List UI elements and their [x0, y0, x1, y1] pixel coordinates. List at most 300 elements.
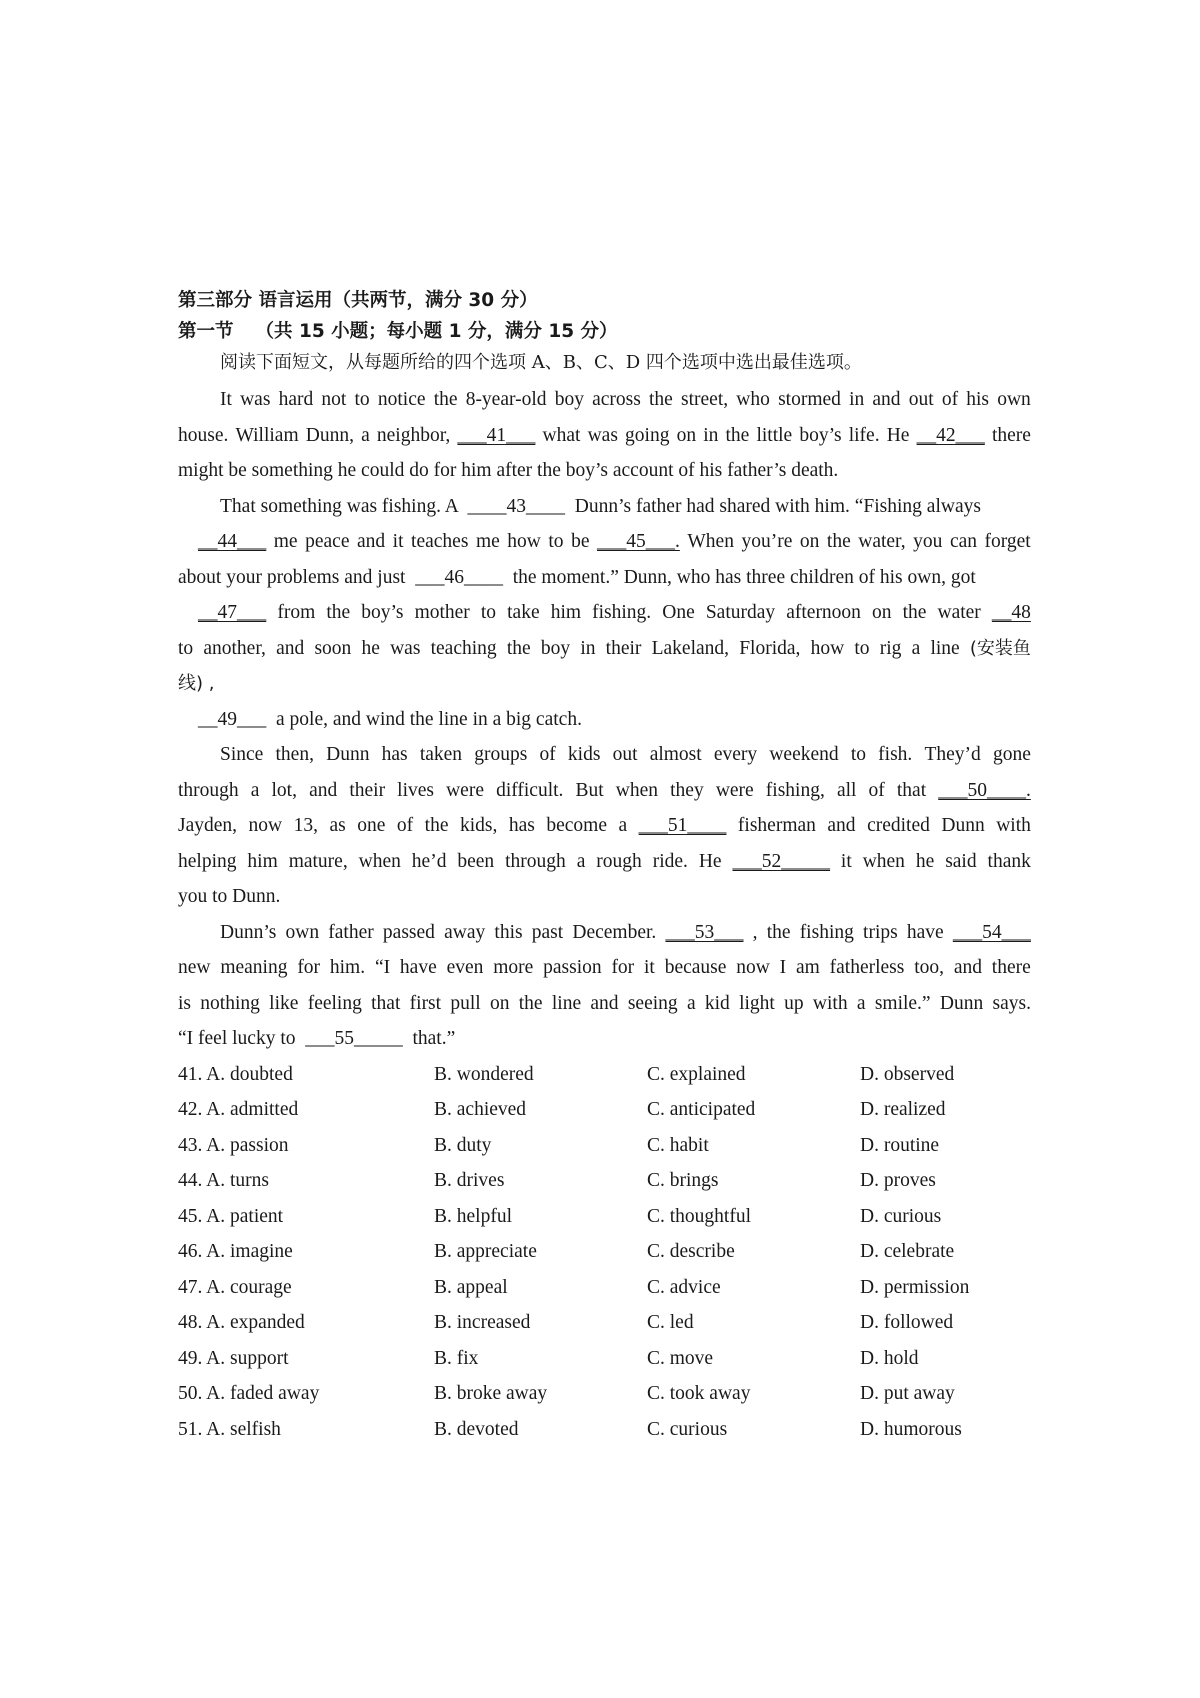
- passage-word: this: [494, 921, 523, 943]
- passage-line: [178, 666, 1031, 702]
- option-a[interactable]: 45. A. patient: [178, 1205, 284, 1227]
- passage-word: passion: [543, 957, 602, 978]
- passage-word: and: [590, 992, 619, 1014]
- passage-word: fishing.: [592, 602, 652, 623]
- subtitle-part-label: 第一节: [178, 321, 234, 342]
- passage-word: has: [381, 744, 408, 765]
- exam-page: [178, 285, 1031, 1447]
- passage-word: to: [854, 637, 870, 659]
- passage-word: Dunn,: [305, 424, 354, 446]
- option-row: [178, 1128, 1031, 1164]
- passage-word: the: [649, 389, 673, 410]
- passage-word: then,: [275, 744, 314, 765]
- passage-word: me: [475, 531, 500, 552]
- passage-word: to: [354, 389, 370, 410]
- passage-line: [178, 950, 1031, 986]
- option-c[interactable]: C. advice: [647, 1276, 721, 1298]
- passage-word: hard: [278, 389, 314, 410]
- passage-word: him.: [329, 957, 366, 978]
- passage-word: neighbor,: [376, 424, 451, 446]
- passage-word: how: [507, 531, 541, 552]
- passage-word: he’d: [411, 850, 447, 872]
- passage-word: boy’s: [799, 424, 842, 446]
- passage-word: own: [997, 389, 1031, 410]
- passage-word: father: [328, 921, 374, 943]
- passage-word: notice: [377, 389, 426, 410]
- passage-word: credited: [867, 815, 930, 836]
- passage-word: been: [457, 850, 495, 872]
- option-b[interactable]: B. devoted: [434, 1418, 519, 1440]
- option-a[interactable]: 42. A. admitted: [178, 1099, 299, 1120]
- passage-line: [178, 702, 1031, 738]
- passage-word: When: [687, 531, 734, 552]
- answer-blank: ___50____.: [938, 779, 1031, 801]
- passage-word: Lakeland,: [651, 637, 730, 659]
- passage-word: to: [178, 637, 194, 659]
- option-a[interactable]: 47. A. courage: [178, 1276, 292, 1298]
- passage-line: [178, 489, 1031, 525]
- option-a[interactable]: 46. A. imagine: [178, 1241, 293, 1262]
- option-d[interactable]: D. humorous: [860, 1418, 962, 1440]
- passage-line: [178, 844, 1031, 880]
- passage-word: in: [580, 637, 596, 659]
- passage-word: life.: [848, 424, 880, 446]
- passage-text: you to Dunn.: [178, 886, 281, 907]
- option-b[interactable]: B. achieved: [434, 1099, 527, 1120]
- answer-blank: ___41___: [457, 424, 536, 446]
- passage-word: a: [618, 815, 628, 836]
- passage-line: [178, 631, 1031, 667]
- passage-word: new: [178, 957, 211, 978]
- passage-text: “I feel lucky to ___55_____ that.”: [178, 1028, 456, 1049]
- option-row: [178, 1305, 1031, 1341]
- option-row: [178, 1270, 1031, 1306]
- passage-word: you’re: [741, 531, 793, 552]
- passage-word: from: [277, 602, 316, 623]
- passage-word: smile.”: [874, 992, 931, 1014]
- passage-word: He: [886, 424, 910, 446]
- passage-word: teaches: [411, 531, 469, 552]
- option-c[interactable]: C. took away: [647, 1383, 751, 1404]
- option-a[interactable]: 50. A. faded away: [178, 1383, 320, 1404]
- option-b[interactable]: B. broke away: [434, 1383, 548, 1404]
- passage-line: [178, 1021, 1031, 1057]
- passage-word: afternoon: [786, 602, 861, 623]
- passage-word: it: [644, 957, 655, 978]
- passage-line: [178, 773, 1031, 809]
- passage-word: because: [664, 957, 727, 978]
- option-b[interactable]: B. appeal: [434, 1276, 508, 1298]
- passage-word: street,: [681, 389, 729, 410]
- option-a[interactable]: 51. A. selfish: [178, 1418, 281, 1440]
- passage-line: [178, 524, 1031, 560]
- section-subtitle: [178, 316, 1031, 347]
- passage-word: can: [949, 531, 977, 552]
- option-c[interactable]: C. curious: [647, 1418, 728, 1440]
- answer-blank: ___45___.: [597, 531, 680, 552]
- passage-word: I: [779, 957, 787, 978]
- passage-word: It: [220, 389, 232, 410]
- passage-word: and: [827, 815, 856, 836]
- passage-word: Since: [220, 744, 264, 765]
- passage-word: of: [396, 815, 414, 836]
- passage-word: the: [506, 637, 531, 659]
- passage-word: trips: [863, 921, 898, 943]
- passage-word: the: [326, 602, 351, 623]
- passage-word: and: [872, 389, 901, 410]
- passage-word: the: [826, 531, 851, 552]
- passage-word: were: [446, 779, 484, 801]
- passage-word: taken: [419, 744, 463, 765]
- passage-word: every: [713, 744, 758, 765]
- answer-options: [178, 1057, 1031, 1448]
- passage-word: through: [178, 779, 239, 801]
- passage-word: on: [872, 602, 892, 623]
- passage-word: water,: [858, 531, 906, 552]
- option-c[interactable]: C. thoughtful: [647, 1205, 752, 1227]
- passage-word: that: [371, 992, 401, 1014]
- passage-word: kid: [704, 992, 730, 1014]
- passage-word: going: [625, 424, 670, 446]
- passage-word: to: [548, 531, 564, 552]
- passage-word: a: [856, 992, 866, 1014]
- passage-text: 线) ,: [178, 673, 215, 694]
- passage-word: the: [766, 921, 791, 943]
- passage-word: have: [906, 921, 944, 943]
- passage-line: [178, 418, 1031, 454]
- passage-word: you: [913, 531, 943, 552]
- passage-word: peace: [305, 531, 350, 552]
- passage-word: 8-year-old: [465, 389, 547, 410]
- passage-word: and: [309, 779, 338, 801]
- passage-word: the: [518, 992, 543, 1014]
- passage-word: their: [605, 637, 642, 659]
- passage-word: fish.: [878, 744, 913, 765]
- passage-word: in: [703, 424, 719, 446]
- option-b[interactable]: B. appreciate: [434, 1241, 537, 1262]
- passage-word: even: [446, 957, 484, 978]
- passage-word: his: [966, 389, 990, 410]
- passage-line: [178, 879, 1031, 915]
- passage-word: to: [480, 602, 497, 623]
- passage-word: for: [611, 957, 635, 978]
- option-c[interactable]: C. describe: [647, 1241, 735, 1262]
- passage-word: away: [444, 921, 486, 943]
- passage-word: him: [247, 850, 278, 872]
- passage-word: who: [736, 389, 770, 410]
- option-c[interactable]: C. habit: [647, 1134, 709, 1156]
- passage-word: was: [390, 637, 421, 659]
- passage-word: first: [409, 992, 442, 1014]
- passage-word: forget: [984, 531, 1031, 552]
- passage-word: on: [676, 424, 697, 446]
- passage-word: when: [358, 850, 401, 872]
- passage-word: boy’s: [361, 602, 404, 623]
- option-row: [178, 1163, 1031, 1199]
- passage-word: and: [357, 531, 386, 552]
- passage-word: said: [945, 850, 977, 872]
- passage-word: boy: [554, 389, 584, 410]
- passage-word: the: [725, 424, 750, 446]
- passage-word: they: [670, 779, 704, 801]
- passage-word: now: [248, 815, 283, 836]
- passage-word: in: [849, 389, 865, 410]
- passage-word: past: [531, 921, 564, 943]
- passage-word: fatherless: [829, 957, 905, 978]
- passage-line: [178, 595, 1031, 631]
- passage-line: [178, 382, 1031, 418]
- passage-word: weekend: [769, 744, 839, 765]
- passage-word: was: [240, 389, 271, 410]
- passage-word: all: [836, 779, 857, 801]
- passage-word: line: [551, 992, 582, 1014]
- passage-word: he: [361, 637, 380, 659]
- passage-word: lot,: [271, 779, 297, 801]
- passage-word: too,: [914, 957, 944, 978]
- passage-word: it: [392, 531, 404, 552]
- passage-word: am: [795, 957, 820, 978]
- answer-blank: __47___: [198, 602, 267, 623]
- passage-word: and: [953, 957, 982, 978]
- passage-word: almost: [649, 744, 702, 765]
- passage-word: Dunn’s: [220, 921, 277, 943]
- passage-word: now: [736, 957, 770, 978]
- passage-word: not: [321, 389, 347, 410]
- passage-word: to: [850, 744, 866, 765]
- option-row: [178, 1376, 1031, 1412]
- option-b[interactable]: B. duty: [434, 1134, 492, 1156]
- section-title: 第三部分 语言运用（共两节，满分 30 分）: [178, 290, 538, 311]
- passage-word: Dunn: [941, 815, 985, 836]
- passage-word: when: [615, 779, 659, 801]
- passage-word: is: [178, 992, 192, 1014]
- passage-word: own: [285, 921, 320, 943]
- passage-word: the: [424, 815, 449, 836]
- passage-word: Jayden,: [178, 815, 238, 836]
- option-a[interactable]: 49. A. support: [178, 1347, 289, 1369]
- passage-word: more: [493, 957, 534, 978]
- option-d[interactable]: D. put away: [860, 1383, 955, 1404]
- passage-word: become: [546, 815, 608, 836]
- passage-word: fisherman: [737, 815, 816, 836]
- passage-word: little: [756, 424, 793, 446]
- passage-word: with: [812, 992, 848, 1014]
- passage-word: and: [276, 637, 305, 659]
- passage-word: (安装鱼: [969, 637, 1031, 659]
- passage-word: like: [269, 992, 299, 1014]
- passage-word: of: [539, 744, 556, 765]
- option-row: [178, 1234, 1031, 1270]
- passage-line: [178, 737, 1031, 773]
- subtitle-scoring: （共 15 小题；每小题 1 分，满分 15 分）: [255, 321, 618, 342]
- passage-word: They’d: [924, 744, 981, 765]
- passage-word: pull: [450, 992, 481, 1014]
- passage-word: Dunn: [326, 744, 370, 765]
- passage-word: how: [810, 637, 845, 659]
- passage-word: says.: [992, 992, 1031, 1014]
- option-c[interactable]: C. brings: [647, 1170, 719, 1191]
- option-d[interactable]: D. curious: [860, 1205, 942, 1227]
- passage-word: there: [991, 957, 1031, 978]
- passage-word: of: [941, 389, 959, 410]
- option-b[interactable]: B. helpful: [434, 1205, 512, 1227]
- passage-word: have: [399, 957, 437, 978]
- passage-word: of: [868, 779, 885, 801]
- passage-word: across: [592, 389, 641, 410]
- passage-word: meaning: [220, 957, 288, 978]
- passage-word: helping: [178, 850, 237, 872]
- option-row: [178, 1057, 1031, 1093]
- passage-word: William: [235, 424, 299, 446]
- option-c[interactable]: C. led: [647, 1312, 694, 1333]
- option-c[interactable]: C. anticipated: [647, 1099, 756, 1120]
- passage-word: a: [576, 850, 586, 872]
- passage-word: “I: [374, 957, 391, 978]
- passage-line: [178, 915, 1031, 951]
- option-a[interactable]: 48. A. expanded: [178, 1312, 305, 1333]
- passage-word: ,: [752, 921, 758, 943]
- passage-word: on: [799, 531, 820, 552]
- option-row: [178, 1092, 1031, 1128]
- passage-word: kids: [567, 744, 601, 765]
- option-b[interactable]: B. increased: [434, 1312, 531, 1333]
- option-a[interactable]: 43. A. passion: [178, 1134, 289, 1156]
- passage-word: that: [896, 779, 927, 801]
- passage-word: house.: [178, 424, 229, 446]
- answer-blank: __44___: [198, 531, 267, 552]
- passage-word: thank: [987, 850, 1031, 872]
- passage-word: water: [937, 602, 981, 623]
- answer-blank: ___53___: [665, 921, 744, 943]
- passage-word: fishing,: [765, 779, 825, 801]
- passage-word: with: [996, 815, 1031, 836]
- option-a[interactable]: 41. A. doubted: [178, 1063, 293, 1085]
- passage-line: [178, 986, 1031, 1022]
- option-b[interactable]: B. wondered: [434, 1063, 534, 1085]
- passage-word: another,: [203, 637, 266, 659]
- option-row: [178, 1199, 1031, 1235]
- passage-word: were: [715, 779, 754, 801]
- passage-word: line: [930, 637, 960, 659]
- option-b[interactable]: B. drives: [434, 1170, 505, 1191]
- answer-blank: ___51____: [638, 815, 727, 836]
- answer-blank: ___54___: [952, 921, 1031, 943]
- passage-word: stormed: [778, 389, 841, 410]
- passage-word: difficult.: [496, 779, 564, 801]
- passage-word: nothing: [200, 992, 260, 1014]
- passage-text: might be something he could do for him after the boy’s account of his father’s death.: [178, 460, 839, 481]
- passage-line: [178, 453, 1031, 489]
- option-b[interactable]: B. fix: [434, 1347, 479, 1369]
- option-d[interactable]: D. celebrate: [860, 1241, 955, 1262]
- passage-text: That something was fishing. A ____43____ Dunn’s father had shared with him. “Fishing always: [220, 495, 981, 517]
- option-d[interactable]: D. routine: [860, 1134, 940, 1156]
- passage-word: a: [911, 637, 921, 659]
- passage-line: [178, 808, 1031, 844]
- passage-word: mother: [414, 602, 470, 623]
- passage-word: mature,: [288, 850, 348, 872]
- option-d[interactable]: D. hold: [860, 1347, 919, 1369]
- passage-word: it: [840, 850, 852, 872]
- passage-word: one: [357, 815, 386, 836]
- passage-word: light: [739, 992, 775, 1014]
- passage-word: boy: [540, 637, 571, 659]
- instruction: 阅读下面短文，从每题所给的四个选项 A、B、C、D 四个选项中选出最佳选项。: [220, 352, 862, 373]
- passage-word: be: [571, 531, 590, 552]
- passage-text: about your problems and just ___46____ the moment.” Dunn, who has three children of his own, got: [178, 566, 976, 588]
- option-d[interactable]: D. permission: [860, 1276, 970, 1298]
- passage-word: seeing: [627, 992, 678, 1014]
- passage-word: He: [698, 850, 722, 872]
- passage-word: for: [297, 957, 321, 978]
- passage-word: December.: [572, 921, 657, 943]
- passage-word: the: [433, 389, 458, 410]
- option-c[interactable]: C. explained: [647, 1063, 746, 1085]
- option-d[interactable]: D. realized: [860, 1099, 946, 1120]
- option-d[interactable]: D. observed: [860, 1063, 955, 1085]
- option-c[interactable]: C. move: [647, 1347, 714, 1369]
- passage-word: has: [508, 815, 535, 836]
- passage-word: there: [991, 424, 1031, 446]
- passage-word: what: [542, 424, 581, 446]
- option-d[interactable]: D. proves: [860, 1170, 936, 1191]
- passage-text: __49___ a pole, and wind the line in a big catch.: [198, 708, 582, 730]
- answer-blank: ___52_____: [732, 850, 830, 872]
- answer-blank: __42___: [916, 424, 985, 446]
- option-a[interactable]: 44. A. turns: [178, 1170, 270, 1191]
- passage-word: on: [489, 992, 510, 1014]
- passage: [178, 382, 1031, 1057]
- passage-word: But: [575, 779, 604, 801]
- passage-word: he: [915, 850, 935, 872]
- passage-word: a: [686, 992, 696, 1014]
- passage-word: 13,: [293, 815, 318, 836]
- passage-word: the: [902, 602, 927, 623]
- passage-word: ride.: [652, 850, 688, 872]
- passage-word: rough: [596, 850, 642, 872]
- passage-word: One: [662, 602, 695, 623]
- passage-word: when: [862, 850, 905, 872]
- passage-word: was: [587, 424, 618, 446]
- passage-word: as: [329, 815, 346, 836]
- answer-blank: __48: [991, 602, 1031, 623]
- passage-word: their: [349, 779, 386, 801]
- passage-word: gone: [992, 744, 1031, 765]
- passage-word: groups: [474, 744, 528, 765]
- passage-word: Dunn: [939, 992, 984, 1014]
- option-row: [178, 1412, 1031, 1448]
- passage-word: feeling: [307, 992, 362, 1014]
- passage-word: up: [784, 992, 804, 1014]
- passage-word: passed: [382, 921, 435, 943]
- passage-word: fishing: [799, 921, 854, 943]
- passage-word: kids,: [459, 815, 498, 836]
- passage-word: out: [612, 744, 638, 765]
- passage-word: rig: [879, 637, 902, 659]
- option-d[interactable]: D. followed: [860, 1312, 954, 1333]
- passage-word: through: [505, 850, 566, 872]
- passage-word: him: [550, 602, 582, 623]
- passage-word: me: [273, 531, 298, 552]
- passage-word: a: [361, 424, 370, 446]
- passage-word: a: [250, 779, 260, 801]
- passage-word: out: [908, 389, 934, 410]
- passage-line: [178, 560, 1031, 596]
- passage-word: soon: [314, 637, 352, 659]
- option-row: [178, 1341, 1031, 1377]
- passage-word: take: [507, 602, 540, 623]
- passage-word: teaching: [430, 637, 497, 659]
